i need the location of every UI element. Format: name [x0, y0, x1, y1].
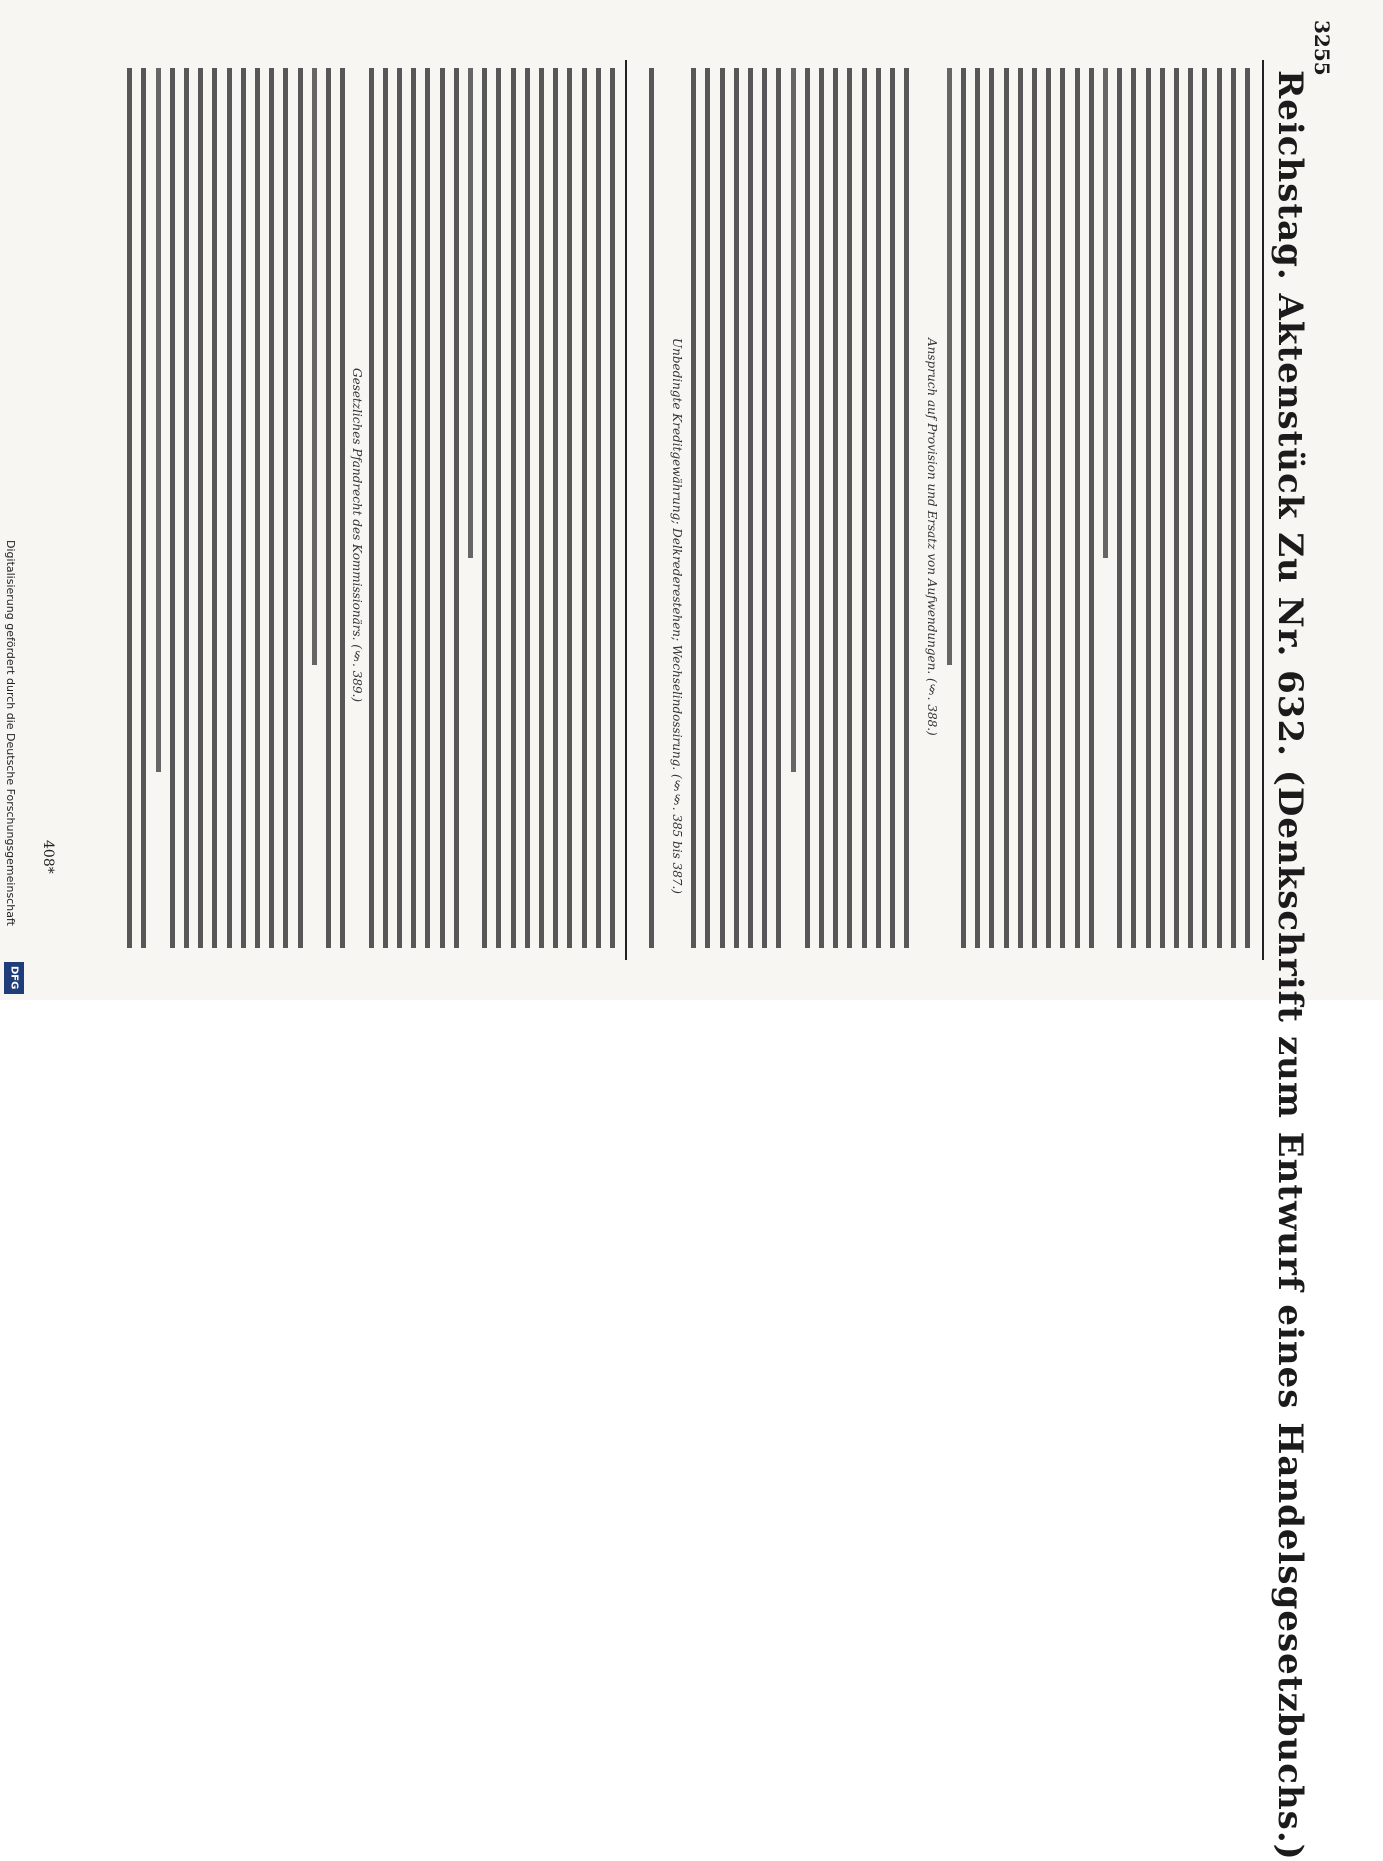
footer-credit: Digitalisierung gefördert durch die Deutsche Forschungsgemeinschaft — [4, 540, 17, 926]
text-line — [539, 68, 544, 948]
text-line — [255, 68, 260, 948]
text-line — [170, 68, 175, 948]
text-line — [1160, 68, 1165, 948]
text-line — [734, 68, 739, 948]
text-line — [582, 68, 587, 948]
section-heading-pfandrecht: Gesetzliches Pfandrecht des Kommissionärs. (§. 389.) — [350, 368, 364, 703]
text-line — [776, 68, 781, 948]
text-line — [1174, 68, 1179, 948]
text-line — [1018, 68, 1023, 948]
text-line — [610, 68, 615, 948]
text-line — [890, 68, 895, 948]
text-line — [1089, 68, 1094, 948]
running-head: Reichstag. Aktenstück Zu Nr. 632. (Denkschrift zum Entwurf eines Handelsgesetzbuchs.) — [1270, 70, 1310, 1861]
text-line — [1202, 68, 1207, 948]
text-line — [862, 68, 867, 948]
text-line — [1245, 68, 1250, 948]
text-line — [1004, 68, 1009, 948]
text-line — [596, 68, 601, 948]
text-line — [989, 68, 994, 948]
text-line — [748, 68, 753, 948]
text-line — [819, 68, 824, 948]
text-line — [340, 68, 345, 948]
text-line — [1231, 68, 1236, 948]
text-line — [1188, 68, 1193, 948]
text-line — [298, 68, 303, 948]
text-line — [553, 68, 558, 948]
text-line — [1075, 68, 1080, 948]
text-line — [1146, 68, 1151, 948]
text-line — [198, 68, 203, 948]
text-line — [397, 68, 402, 948]
text-line — [1131, 68, 1136, 948]
text-line — [269, 68, 274, 948]
left-column — [640, 68, 1255, 966]
text-line — [454, 68, 459, 948]
text-line — [369, 68, 374, 948]
header-rule — [1262, 60, 1264, 960]
text-line — [511, 68, 516, 948]
text-line — [1103, 68, 1108, 558]
text-line — [805, 68, 810, 948]
text-line — [227, 68, 232, 948]
text-line — [411, 68, 416, 948]
text-line — [847, 68, 852, 948]
text-line — [141, 68, 146, 948]
text-line — [947, 68, 952, 665]
text-line — [876, 68, 881, 948]
text-line — [127, 68, 132, 948]
text-line — [833, 68, 838, 948]
text-line — [383, 68, 388, 948]
section-heading-credit: Unbedingte Kreditgewährung; Delkrederestehen; Wechselindossirung. (§§. 385 bis 387.) — [670, 338, 684, 894]
text-line — [1117, 68, 1122, 948]
text-line — [1060, 68, 1065, 948]
text-line — [567, 68, 572, 948]
text-line — [468, 68, 473, 558]
text-line — [904, 68, 909, 948]
text-line — [496, 68, 501, 948]
signature-mark: 408* — [40, 840, 56, 874]
dfg-logo: DFG — [4, 962, 24, 994]
text-line — [425, 68, 430, 948]
text-line — [312, 68, 317, 665]
text-line — [440, 68, 445, 948]
text-line — [241, 68, 246, 948]
text-line — [326, 68, 331, 948]
text-line — [961, 68, 966, 948]
text-line — [212, 68, 217, 948]
text-line — [691, 68, 696, 948]
text-line — [762, 68, 767, 948]
text-line — [791, 68, 796, 772]
text-line — [156, 68, 161, 772]
text-line — [649, 68, 654, 948]
page-number: 3255 — [1310, 20, 1334, 76]
section-heading-provision: Anspruch auf Provision und Ersatz von Aufwendungen. (§. 388.) — [925, 338, 939, 736]
text-line — [525, 68, 530, 948]
right-column — [120, 68, 620, 966]
text-line — [705, 68, 710, 948]
text-line — [975, 68, 980, 948]
text-line — [720, 68, 725, 948]
text-line — [1217, 68, 1222, 948]
text-line — [283, 68, 288, 948]
text-line — [1032, 68, 1037, 948]
text-line — [482, 68, 487, 948]
text-line — [184, 68, 189, 948]
text-line — [1046, 68, 1051, 948]
column-divider — [625, 60, 627, 960]
